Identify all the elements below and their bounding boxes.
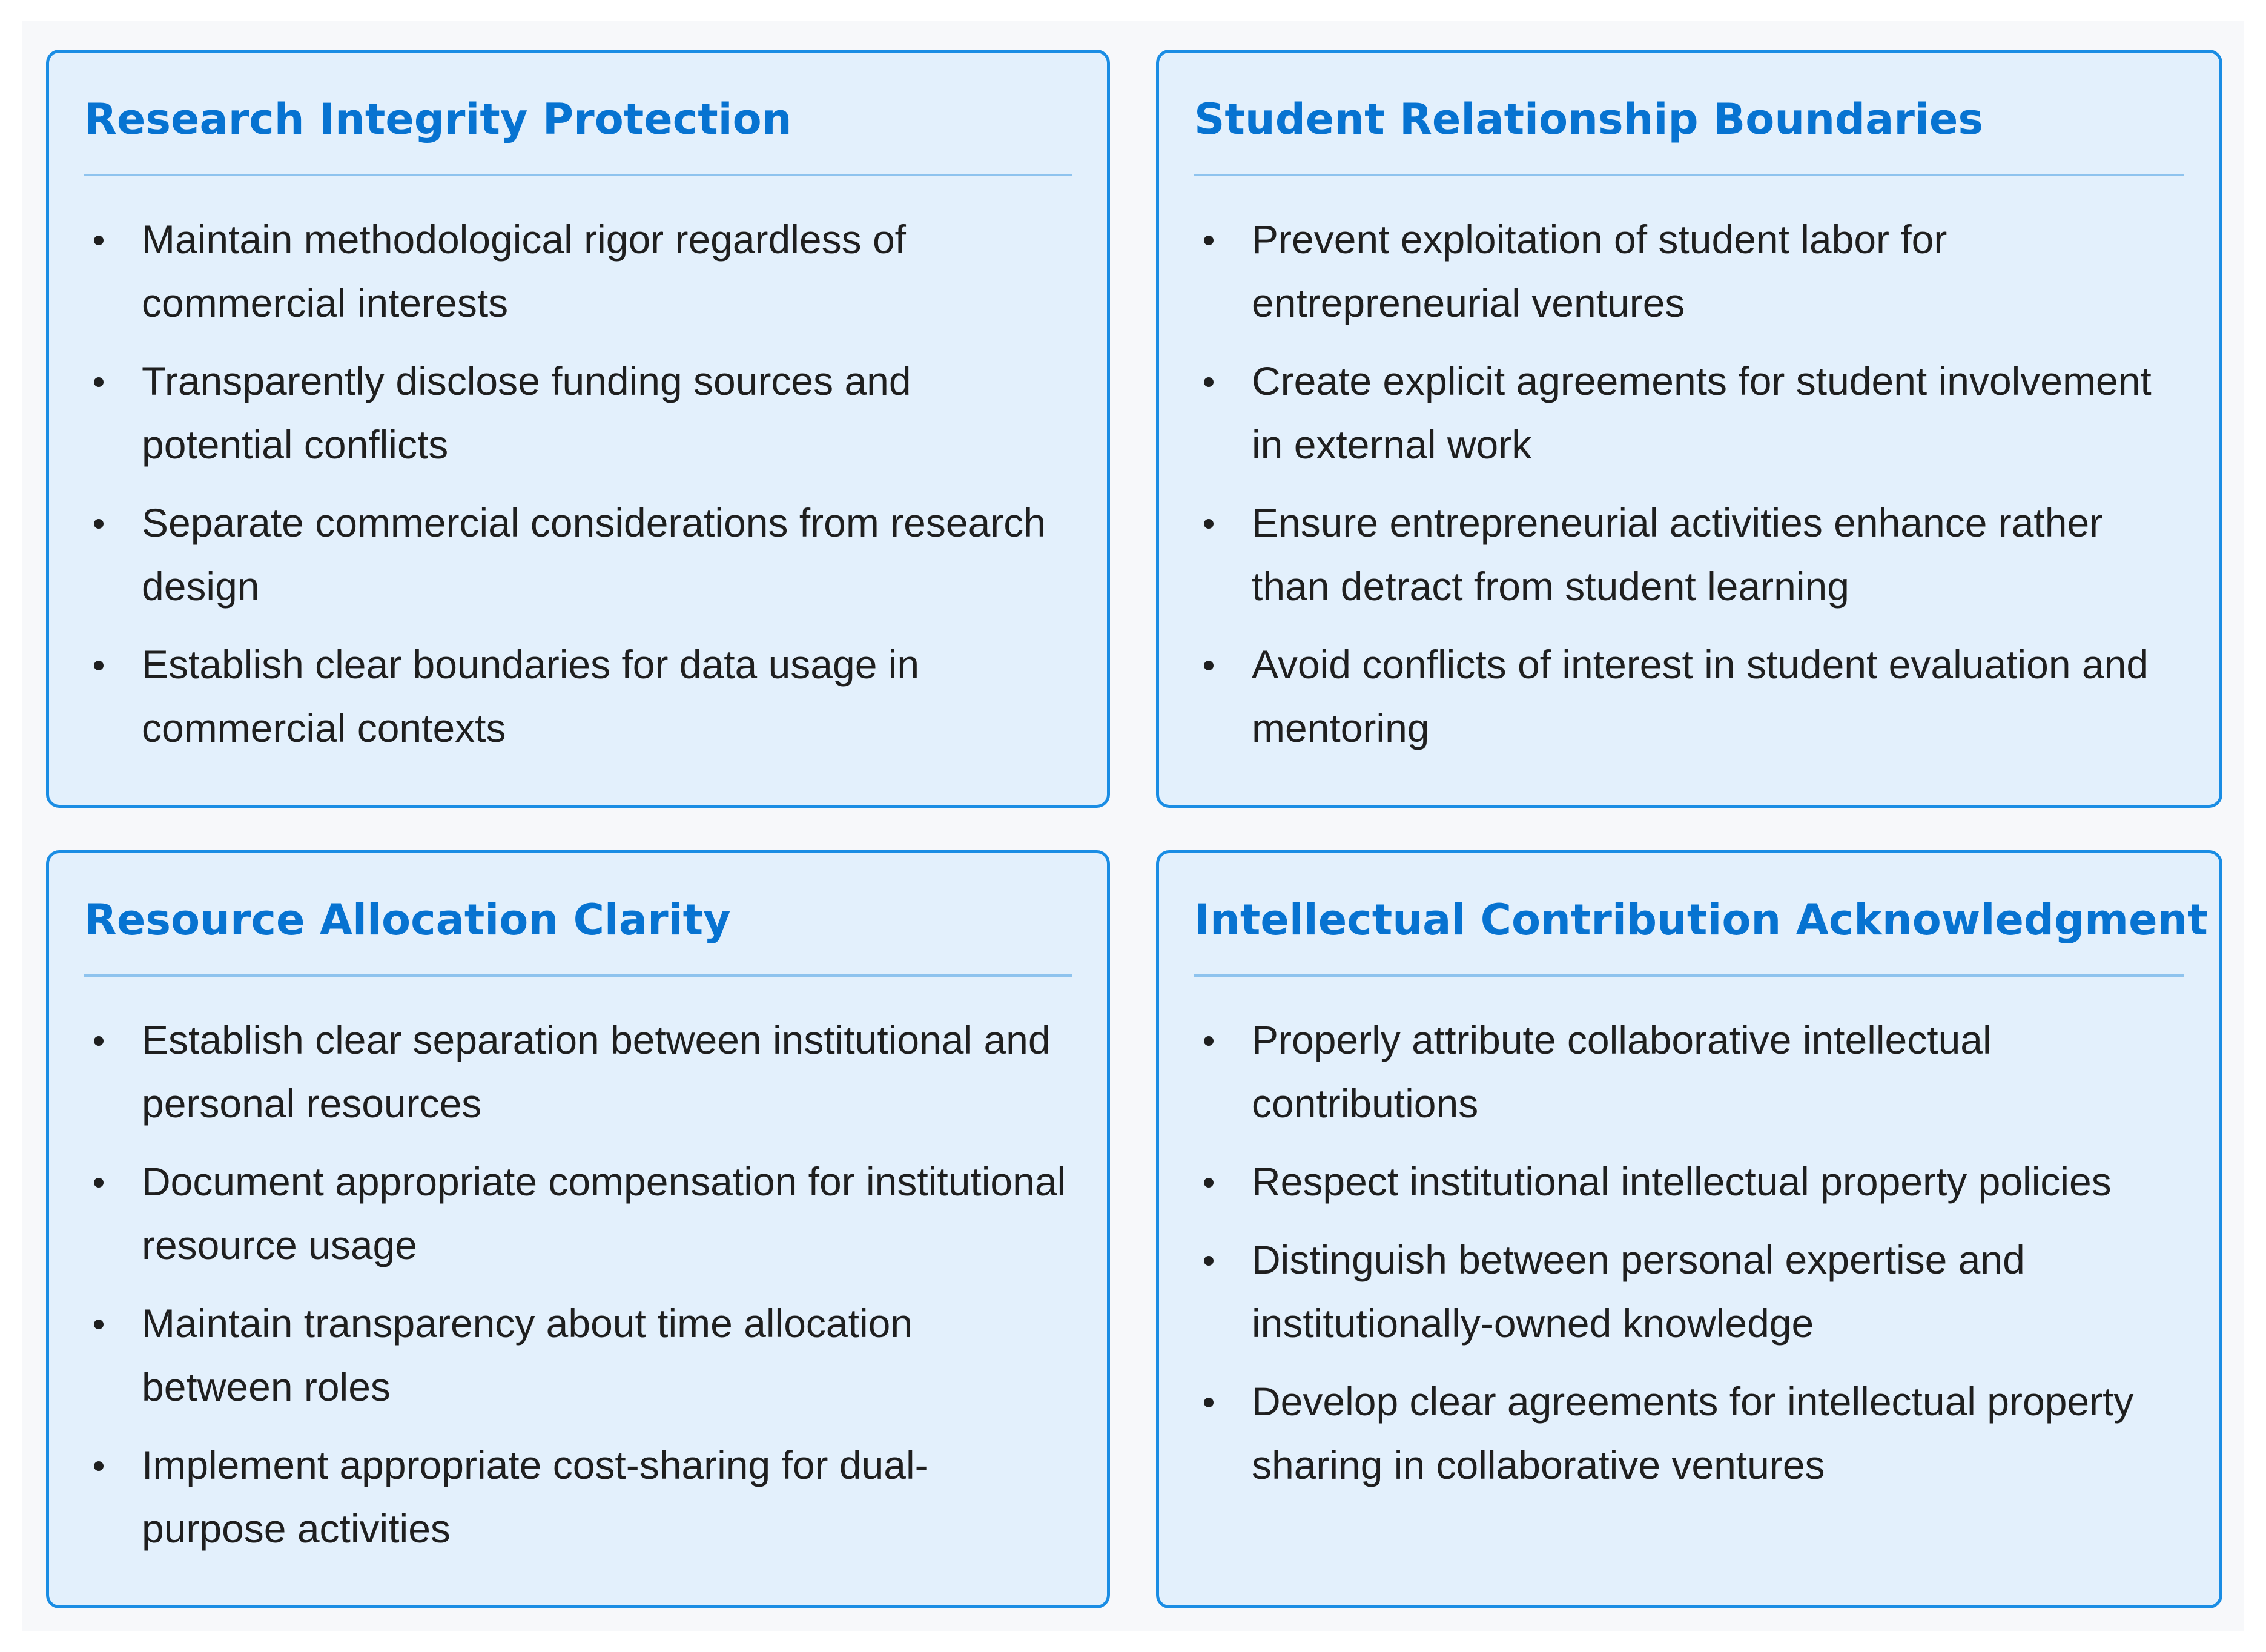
card-title: Student Relationship Boundaries [1194, 53, 2184, 176]
list-item-text: Avoid conflicts of interest in student evaluation and mentoring [1252, 642, 2149, 750]
list-item [1194, 491, 2184, 618]
list-item-text: Separate commercial considerations from research design [142, 500, 1046, 609]
bullet-icon [1204, 661, 1214, 670]
bullet-icon [1204, 1398, 1214, 1407]
list-item [1194, 349, 2184, 477]
list-item [1194, 1370, 2184, 1497]
list-item-text: Properly attribute collaborative intellectual contributions [1252, 1017, 1992, 1126]
card-list [84, 176, 1072, 760]
card-intellectual-contribution-acknowledgment [1156, 850, 2222, 1608]
list-item-text: Respect institutional intellectual property policies [1252, 1159, 2112, 1204]
card-list [84, 977, 1072, 1561]
list-item [1194, 1228, 2184, 1355]
list-item [1194, 208, 2184, 335]
list-item [1194, 633, 2184, 760]
list-item [84, 1433, 1072, 1561]
list-item-text: Maintain transparency about time allocation between roles [142, 1301, 913, 1409]
list-item [84, 633, 1072, 760]
bullet-icon [1204, 1256, 1214, 1266]
bullet-icon [1204, 1178, 1214, 1188]
list-item [84, 1292, 1072, 1419]
bullet-icon [1204, 1036, 1214, 1046]
list-item-text: Ensure entrepreneurial activities enhance rather than detract from student learning [1252, 500, 2103, 609]
list-item [84, 491, 1072, 618]
list-item [1194, 1150, 2184, 1214]
bullet-icon [94, 519, 104, 529]
list-item-text: Establish clear separation between institutional and personal resources [142, 1017, 1051, 1126]
bullet-icon [1204, 519, 1214, 529]
list-item-text: Prevent exploitation of student labor for entrepreneurial ventures [1252, 217, 1947, 325]
card-student-relationship-boundaries [1156, 50, 2222, 808]
list-item-text: Implement appropriate cost-sharing for dual-purpose activities [142, 1442, 928, 1551]
card-list [1194, 977, 2184, 1497]
bullet-icon [94, 1036, 104, 1046]
bullet-icon [94, 1178, 104, 1188]
card-resource-allocation-clarity [46, 850, 1110, 1608]
bullet-icon [94, 1320, 104, 1329]
bullet-icon [1204, 377, 1214, 387]
list-item-text: Maintain methodological rigor regardless of commercial interests [142, 217, 906, 325]
card-title: Intellectual Contribution Acknowledgment [1194, 853, 2184, 977]
list-item-text: Transparently disclose funding sources and potential conflicts [142, 358, 911, 467]
card-research-integrity-protection [46, 50, 1110, 808]
bullet-icon [94, 661, 104, 670]
bullet-icon [94, 236, 104, 245]
list-item [84, 1150, 1072, 1277]
list-item-text: Establish clear boundaries for data usage in commercial contexts [142, 642, 920, 750]
bullet-icon [94, 377, 104, 387]
list-item [84, 208, 1072, 335]
list-item-text: Distinguish between personal expertise and institutionally-owned knowledge [1252, 1237, 2025, 1346]
card-title: Research Integrity Protection [84, 53, 1072, 176]
content-area [22, 21, 2244, 1631]
list-item [84, 349, 1072, 477]
card-list [1194, 176, 2184, 760]
list-item [84, 1008, 1072, 1135]
list-item-text: Develop clear agreements for intellectual property sharing in collaborative ventures [1252, 1379, 2134, 1487]
list-item-text: Document appropriate compensation for institutional resource usage [142, 1159, 1066, 1267]
list-item [1194, 1008, 2184, 1135]
bullet-icon [1204, 236, 1214, 245]
bullet-icon [94, 1461, 104, 1471]
card-title: Resource Allocation Clarity [84, 853, 1072, 977]
list-item-text: Create explicit agreements for student involvement in external work [1252, 358, 2152, 467]
